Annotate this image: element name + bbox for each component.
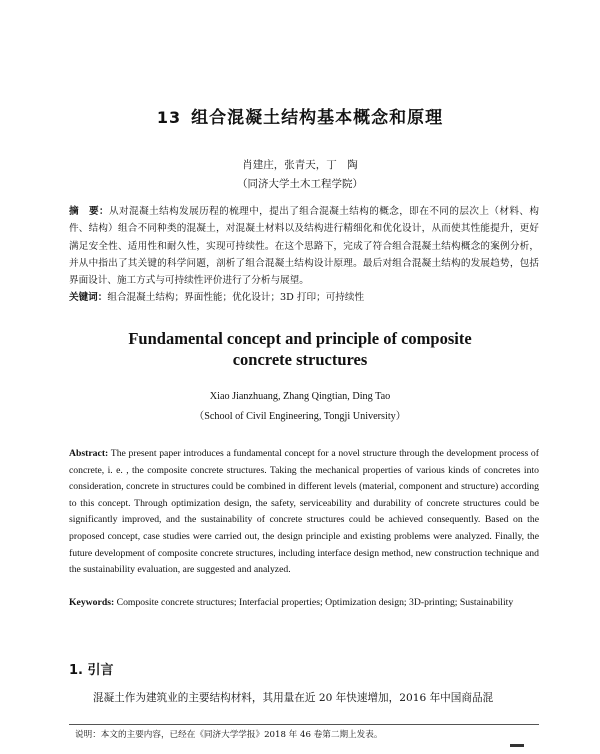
- abstract-en-text: The present paper introduces a fundamental concept for a novel structure through the development process of concrete, i. e. , the composite concrete structures. Taking the mechanical properties of various kinds of concretes into consideration, concrete in structures could be combined in different levels (material, component and structure) according to this concept. Through optimization design, the safety, serviceability and durability of concrete structures could be significantly improved, and the sustainability of concrete structures could be achieved consequently. Based on the proposed concept, case studies were carried out, the design principle and existing problems were analyzed. Finally, the future development of composite concrete structures, including interface design method, new construction technique and the sustainability evaluation, are suggested and analyzed.: [69, 448, 539, 576]
- keywords-en: [69, 595, 539, 612]
- paper-title-en: [0, 328, 600, 370]
- footnote-divider: [69, 724, 539, 725]
- keywords-zh-text: 组合混凝土结构；界面性能；优化设计；3D 打印；可持续性: [107, 292, 365, 303]
- paper-number: 13: [156, 108, 182, 127]
- footnote: 说明：本文的主要内容，已经在《同济大学学报》2018 年 46 卷第二期上发表。: [75, 730, 383, 740]
- keywords-en-label: Keywords:: [69, 597, 115, 608]
- keywords-zh-label: 关键词：: [69, 292, 108, 303]
- affiliation-en: （School of Civil Engineering, Tongji University）: [194, 411, 406, 422]
- abstract-en-label: Abstract:: [69, 448, 109, 459]
- section-heading-introduction: 1. 引言: [69, 663, 114, 678]
- abstract-zh: [69, 203, 539, 289]
- paper-title-en-line2: concrete structures: [232, 350, 368, 369]
- paper-title-zh: [0, 103, 600, 128]
- abstract-zh-text: 从对混凝土结构发展历程的梳理中，提出了组合混凝土结构的概念，即在不同的层次上（材料、构件、结构）组合不同种类的混凝土，对混凝土材料以及结构进行精细化和优化设计，从而使其性能提升，更好满足安全性、适用性和耐久性，实现可持续性。在这个思路下，完成了符合组合混凝土结构概念的案例分析，并从中指出了其关键的科学问题，剖析了组合混凝土结构设计原理。最后对组合混凝土结构的发展趋势，包括界面设计、施工方式与可持续性评价进行了分析与展望。: [69, 206, 540, 287]
- abstract-en: [69, 446, 539, 579]
- authors-en: Xiao Jianzhuang, Zhang Qingtian, Ding Tao: [209, 391, 391, 402]
- intro-paragraph: 混凝土作为建筑业的主要结构材料，其用量在近 20 年快速增加，2016 年中国商品混: [93, 692, 494, 704]
- keywords-en-text: Composite concrete structures; Interfacial properties; Optimization design; 3D-printing; Sustainability: [116, 597, 514, 608]
- authors-zh: 肖建庄，张青天，丁 陶: [242, 159, 358, 171]
- page-number-mark: [510, 744, 524, 747]
- affiliation-zh: （同济大学土木工程学院）: [237, 178, 363, 190]
- paper-title-zh-text: 组合混凝土结构基本概念和原理: [191, 108, 444, 128]
- paper-title-en-line1: Fundamental concept and principle of composite: [128, 329, 472, 348]
- keywords-zh: [69, 289, 539, 303]
- abstract-zh-label: 摘 要：: [69, 206, 110, 217]
